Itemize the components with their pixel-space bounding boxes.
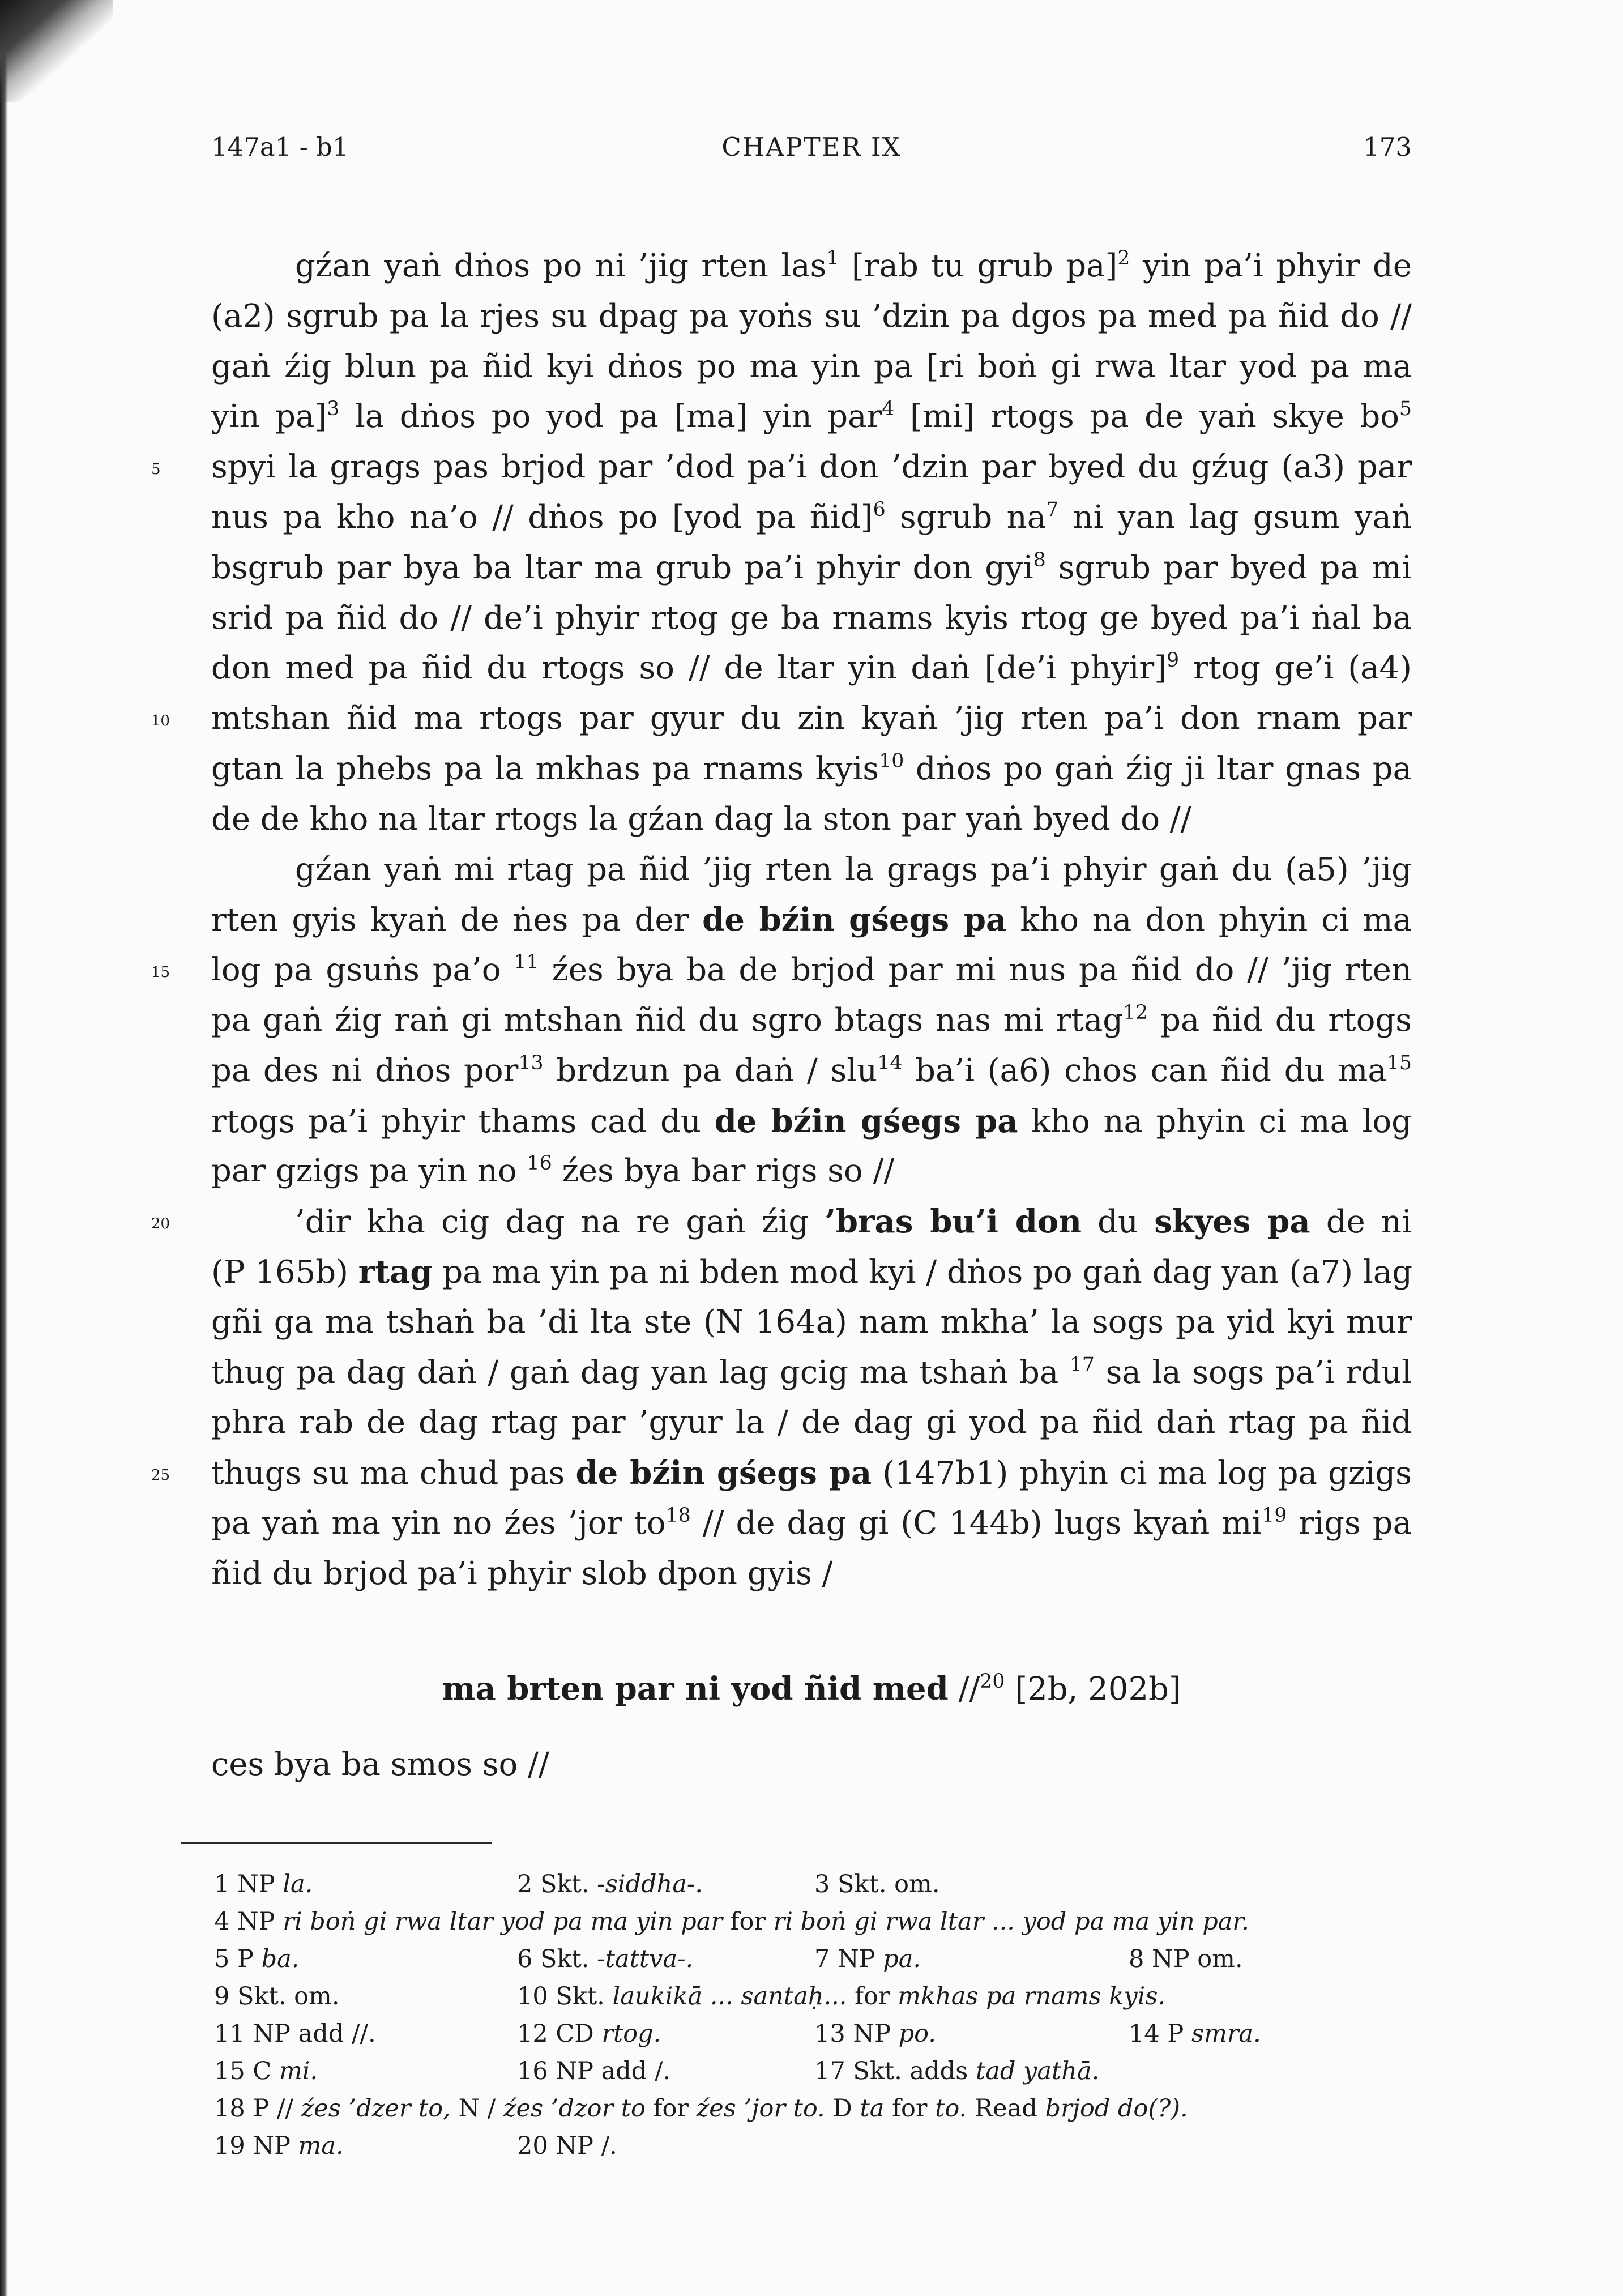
footnote-ref: 14 bbox=[877, 1051, 903, 1074]
text-segment: la dṅos po yod pa [ma] yin par bbox=[339, 398, 882, 436]
footnote bbox=[517, 1978, 1165, 2015]
text-segment: rtog ge’i (a4) bbox=[1179, 650, 1412, 687]
footnote-text: 15 C bbox=[214, 2057, 279, 2085]
footnote-text: brjod do(?). bbox=[1045, 2094, 1188, 2123]
text-segment: pa ñid du rtogs bbox=[1148, 1001, 1412, 1039]
footnote-ref: 1 bbox=[826, 247, 839, 270]
footnote-text: 3 Skt. om. bbox=[814, 1870, 940, 1898]
footnote-text: 4 NP bbox=[214, 1907, 283, 1936]
text-segment: sa la sogs pa’i rdul bbox=[1095, 1354, 1412, 1391]
footnote-text: 20 NP /. bbox=[517, 2132, 617, 2160]
verse-heading bbox=[211, 1664, 1412, 1714]
footnote-text: 7 NP bbox=[814, 1945, 883, 1973]
text-line bbox=[211, 594, 1412, 644]
text-segment: ’dir kha cig dag na re gaṅ źig bbox=[295, 1204, 825, 1241]
text-segment: de bźin gśegs pa bbox=[714, 1102, 1018, 1140]
text-line bbox=[151, 442, 1412, 493]
footnote-ref: 18 bbox=[665, 1504, 691, 1527]
footnote-text: N / bbox=[450, 2094, 503, 2123]
footnote bbox=[814, 2015, 936, 2052]
footnote bbox=[214, 2127, 344, 2165]
text-line bbox=[211, 241, 1412, 292]
text-line bbox=[211, 1499, 1412, 1549]
text-segment: gźan yaṅ mi rtag pa ñid ’jig rten la grags pa’i phyir gaṅ du (a5) ’jig bbox=[295, 851, 1412, 888]
footnote bbox=[517, 2052, 670, 2090]
text-segment: de bźin gśegs pa bbox=[702, 901, 1007, 939]
text-segment: pa yaṅ ma yin no źes ’jor to bbox=[211, 1504, 666, 1542]
footnote-text: 5 P bbox=[214, 1945, 262, 1973]
footnote-text: 19 NP bbox=[214, 2132, 298, 2160]
footnote-text: ba. bbox=[261, 1945, 300, 1973]
footnote bbox=[214, 1940, 299, 1978]
text-segment: (147b1) phyin ci ma log pa gzigs bbox=[872, 1455, 1412, 1492]
footnote bbox=[214, 2015, 376, 2052]
footnote-row bbox=[214, 1866, 1415, 1903]
text-segment: gñi ga ma tshaṅ ba ’di lta ste (N 164a) nam mkha’ la sogs pa yid kyi mur bbox=[211, 1303, 1412, 1341]
closing-line: ces bya ba smos so // bbox=[211, 1746, 549, 1783]
footnotes bbox=[214, 1866, 1415, 2165]
footnote bbox=[814, 1940, 921, 1978]
footnote bbox=[214, 2094, 1188, 2123]
footnote-rule bbox=[181, 1842, 492, 1844]
text-segment: de ni bbox=[1310, 1204, 1412, 1241]
text-segment: ba’i (a6) chos can ñid du ma bbox=[902, 1052, 1387, 1089]
footnote-ref: 9 bbox=[1167, 649, 1180, 672]
text-segment: nus pa kho na’o // dṅos po [yod pa ñid] bbox=[211, 498, 873, 536]
line-number: 20 bbox=[151, 1215, 170, 1233]
footnote-ref: 15 bbox=[1386, 1051, 1412, 1074]
text-line bbox=[211, 1549, 1412, 1599]
footnote bbox=[814, 1866, 940, 1903]
footnote-text: po. bbox=[898, 2020, 936, 2048]
footnote-ref: 17 bbox=[1069, 1353, 1095, 1376]
text-segment: ni yan lag gsum yaṅ bbox=[1058, 498, 1412, 536]
text-line bbox=[211, 1247, 1412, 1298]
text-line bbox=[151, 945, 1412, 996]
footnote bbox=[517, 2127, 617, 2165]
text-segment: dṅos po gaṅ źig ji ltar gnas pa bbox=[904, 750, 1412, 787]
footnote-text: smra. bbox=[1191, 2020, 1261, 2048]
text-line bbox=[151, 1197, 1412, 1247]
footnote-text: 12 CD bbox=[517, 2020, 602, 2048]
text-segment: de bźin gśegs pa bbox=[575, 1454, 872, 1492]
footnote-text: źes ’dzor to bbox=[503, 2094, 646, 2123]
footnote-text: ma. bbox=[298, 2132, 344, 2160]
line-number: 5 bbox=[151, 461, 161, 479]
text-segment: // de dag gi (C 144b) lugs kyaṅ mi bbox=[690, 1504, 1262, 1542]
text-segment: (P 165b) bbox=[211, 1253, 358, 1291]
footnote-text: mkhas pa rnams kyis. bbox=[898, 1982, 1166, 2011]
footnote-text: to. bbox=[935, 2094, 967, 2123]
text-line bbox=[211, 1348, 1412, 1398]
text-segment: ’bras bu’i don bbox=[825, 1203, 1082, 1241]
text-segment: bsgrub par bya ba ltar ma grub pa’i phyir don gyi bbox=[211, 549, 1033, 586]
text-segment: pa gaṅ źig raṅ gi mtshan ñid du sgro btags nas mi rtag bbox=[211, 1001, 1124, 1039]
text-line bbox=[211, 392, 1412, 442]
footnote bbox=[517, 1940, 693, 1978]
text-segment: brdzun pa daṅ / slu bbox=[543, 1052, 878, 1089]
page-number: 173 bbox=[1363, 132, 1412, 162]
footnote-ref: 20 bbox=[980, 1670, 1005, 1693]
line-number: 25 bbox=[151, 1467, 170, 1484]
footnote-ref: 19 bbox=[1262, 1504, 1287, 1527]
footnote-text: 16 NP add /. bbox=[517, 2057, 671, 2085]
footnote-ref: 13 bbox=[518, 1051, 544, 1074]
text-segment: [rab tu grub pa] bbox=[839, 247, 1118, 284]
footnote-row bbox=[214, 1940, 1415, 1978]
footnote bbox=[814, 2052, 1099, 2090]
footnote-text: źes ’jor to. bbox=[696, 2094, 825, 2123]
footnote-text: 8 NP om. bbox=[1129, 1945, 1243, 1973]
binding-edge bbox=[0, 0, 8, 2296]
text-line bbox=[151, 694, 1412, 744]
text-line bbox=[211, 292, 1412, 342]
footnote-text: Read bbox=[967, 2094, 1045, 2123]
text-segment: yin pa] bbox=[211, 398, 327, 436]
heading-segment: ma brten par ni yod ñid med bbox=[442, 1670, 949, 1708]
footnote-row bbox=[214, 2127, 1415, 2165]
text-segment: kho na don phyin ci ma bbox=[1006, 902, 1412, 939]
footnote-row bbox=[214, 2052, 1415, 2090]
text-line bbox=[211, 1046, 1412, 1096]
footnote-text: for bbox=[847, 1982, 898, 2011]
text-segment: ñid du brjod pa’i phyir slob dpon gyis / bbox=[211, 1555, 833, 1592]
text-segment: rtogs pa’i phyir thams cad du bbox=[211, 1103, 715, 1140]
text-line bbox=[211, 1298, 1412, 1348]
binding-shadow bbox=[0, 0, 113, 102]
footnote-text: 17 Skt. adds bbox=[814, 2057, 976, 2085]
text-line bbox=[211, 1398, 1412, 1448]
text-line bbox=[211, 895, 1412, 945]
text-line bbox=[151, 1448, 1412, 1499]
footnote-text: 18 P // bbox=[214, 2094, 301, 2123]
text-segment: don med pa ñid du rtogs so // de ltar yin daṅ [de’i phyir] bbox=[211, 650, 1167, 687]
footnote-text: 2 Skt. bbox=[517, 1870, 597, 1898]
footnote bbox=[214, 1866, 313, 1903]
footnote-ref: 2 bbox=[1117, 247, 1130, 270]
footnote-ref: 11 bbox=[514, 951, 539, 974]
footnote bbox=[214, 2052, 318, 2090]
text-line bbox=[211, 1096, 1412, 1147]
text-segment: pa ma yin pa ni bden mod kyi / dṅos po gaṅ dag yan (a7) lag bbox=[432, 1253, 1413, 1291]
footnote bbox=[1129, 1940, 1243, 1978]
text-line bbox=[211, 1146, 1412, 1197]
text-segment: spyi la grags pas brjod par ’dod pa’i don ’dzin par byed du gźug (a3) par bbox=[211, 449, 1412, 486]
footnote-text: mi. bbox=[279, 2057, 318, 2085]
footnote-row bbox=[214, 2090, 1415, 2127]
text-segment: [mi] rtogs pa de yaṅ skye bo bbox=[894, 398, 1399, 436]
footnote-text: rtog. bbox=[601, 2020, 661, 2048]
text-segment: rtag bbox=[358, 1253, 433, 1291]
footnote-text: tad yathā. bbox=[975, 2057, 1100, 2085]
footnote-text: 10 Skt. bbox=[517, 1982, 613, 2011]
footnote bbox=[517, 2015, 661, 2052]
footnote-text: ta bbox=[860, 2094, 885, 2123]
text-segment: sgrub par byed pa mi bbox=[1045, 549, 1412, 586]
text-segment: yin pa’i phyir de bbox=[1130, 247, 1412, 284]
text-line bbox=[211, 342, 1412, 392]
text-segment: źes bya ba de brjod par mi nus pa ñid do // ’jig rten bbox=[539, 951, 1412, 989]
footnote-text: 9 Skt. om. bbox=[214, 1982, 340, 2011]
footnote-ref: 6 bbox=[873, 498, 886, 522]
text-segment: du bbox=[1081, 1204, 1155, 1241]
text-line bbox=[211, 795, 1412, 845]
text-segment: mtshan ñid ma rtogs par gyur du zin kyaṅ ’jig rten pa’i don rnam par bbox=[211, 700, 1412, 737]
footnote-row bbox=[214, 1978, 1415, 2015]
footnote-row bbox=[214, 1903, 1415, 1940]
footnote-text: for bbox=[722, 1907, 774, 1936]
text-segment: gaṅ źig blun pa ñid kyi dṅos po ma yin pa [ri boṅ gi rwa ltar yod pa ma bbox=[211, 348, 1412, 385]
text-segment: thugs su ma chud pas bbox=[211, 1455, 576, 1492]
folio-range: 147a1 - b1 bbox=[211, 132, 349, 162]
line-number: 10 bbox=[151, 712, 170, 730]
text-line bbox=[211, 493, 1412, 543]
footnote-ref: 4 bbox=[882, 398, 895, 421]
footnote-text: 11 NP add //. bbox=[214, 2020, 376, 2048]
footnote-text: pa. bbox=[883, 1945, 921, 1973]
text-segment: kho na phyin ci ma log bbox=[1018, 1103, 1412, 1140]
main-text bbox=[151, 241, 1413, 1599]
text-segment: par gzigs pa yin no bbox=[211, 1153, 527, 1190]
text-segment: skyes pa bbox=[1154, 1203, 1310, 1241]
footnote-text: la. bbox=[283, 1870, 313, 1898]
footnote-text: -tattva-. bbox=[597, 1945, 694, 1973]
text-segment: gźan yaṅ dṅos po ni ’jig rten las bbox=[295, 247, 827, 284]
footnote-row bbox=[214, 2015, 1415, 2052]
text-segment: thug pa dag daṅ / gaṅ dag yan lag gcig ma tshaṅ ba bbox=[211, 1354, 1070, 1391]
footnote bbox=[517, 1866, 703, 1903]
footnote-text: 14 P bbox=[1129, 2020, 1191, 2048]
footnote-text: ri boṅ gi rwa ltar ... yod pa ma yin par. bbox=[773, 1907, 1249, 1936]
text-segment: gtan la phebs pa la mkhas pa rnams kyis bbox=[211, 750, 879, 787]
text-segment: rigs pa bbox=[1287, 1504, 1412, 1542]
footnote-text: for bbox=[884, 2094, 936, 2123]
footnote-text: laukikā ... santaḥ... bbox=[612, 1982, 847, 2011]
footnote-text: ri boṅ gi rwa ltar yod pa ma yin par bbox=[283, 1907, 723, 1936]
footnote-text: 6 Skt. bbox=[517, 1945, 597, 1973]
text-segment: sgrub na bbox=[885, 498, 1047, 536]
text-segment: (a2) sgrub pa la rjes su dpag pa yoṅs su ’dzin pa dgos pa med pa ñid do // bbox=[211, 297, 1412, 335]
footnote-ref: 3 bbox=[327, 398, 340, 421]
footnote bbox=[1129, 2015, 1261, 2052]
footnote-text: 1 NP bbox=[214, 1870, 283, 1898]
footnote-text: 13 NP bbox=[814, 2020, 899, 2048]
text-line bbox=[211, 543, 1412, 594]
footnote-ref: 7 bbox=[1046, 498, 1059, 522]
text-segment: log pa gsuṅs pa’o bbox=[211, 951, 514, 989]
footnote bbox=[214, 1978, 340, 2015]
text-segment: srid pa ñid do // de’i phyir rtog ge ba rnams kyis rtog ge byed pa’i ṅal ba bbox=[211, 599, 1412, 637]
chapter-title: CHAPTER IX bbox=[721, 132, 902, 162]
heading-segment: // bbox=[948, 1671, 980, 1708]
text-line bbox=[211, 643, 1412, 694]
text-segment: phra rab de dag rtag par ’gyur la / de dag gi yod pa ñid daṅ rtag pa ñid bbox=[211, 1404, 1412, 1441]
text-line bbox=[211, 845, 1412, 895]
text-line bbox=[211, 744, 1412, 795]
footnote-ref: 8 bbox=[1033, 548, 1046, 571]
text-segment: pa des ni dṅos por bbox=[211, 1052, 519, 1089]
text-segment: de de kho na ltar rtogs la gźan dag la ston par yaṅ byed do // bbox=[211, 800, 1191, 838]
text-segment: rten gyis kyaṅ de ṅes pa der bbox=[211, 902, 703, 939]
footnote-ref: 16 bbox=[527, 1152, 552, 1175]
footnote-ref: 12 bbox=[1123, 1001, 1148, 1025]
footnote-text: źes ’dzer to, bbox=[301, 2094, 451, 2123]
footnote-ref: 10 bbox=[879, 750, 904, 773]
text-segment: źes bya bar rigs so // bbox=[552, 1153, 895, 1190]
heading-segment: [2b, 202b] bbox=[1005, 1671, 1181, 1708]
footnote-text: -siddha-. bbox=[597, 1870, 703, 1898]
footnote-ref: 5 bbox=[1399, 398, 1412, 421]
running-header bbox=[211, 127, 1412, 167]
footnote bbox=[214, 1907, 1249, 1936]
footnote-text: D bbox=[825, 2094, 860, 2123]
line-number: 15 bbox=[151, 964, 170, 981]
text-line bbox=[211, 996, 1412, 1046]
footnote-text: for bbox=[645, 2094, 697, 2123]
